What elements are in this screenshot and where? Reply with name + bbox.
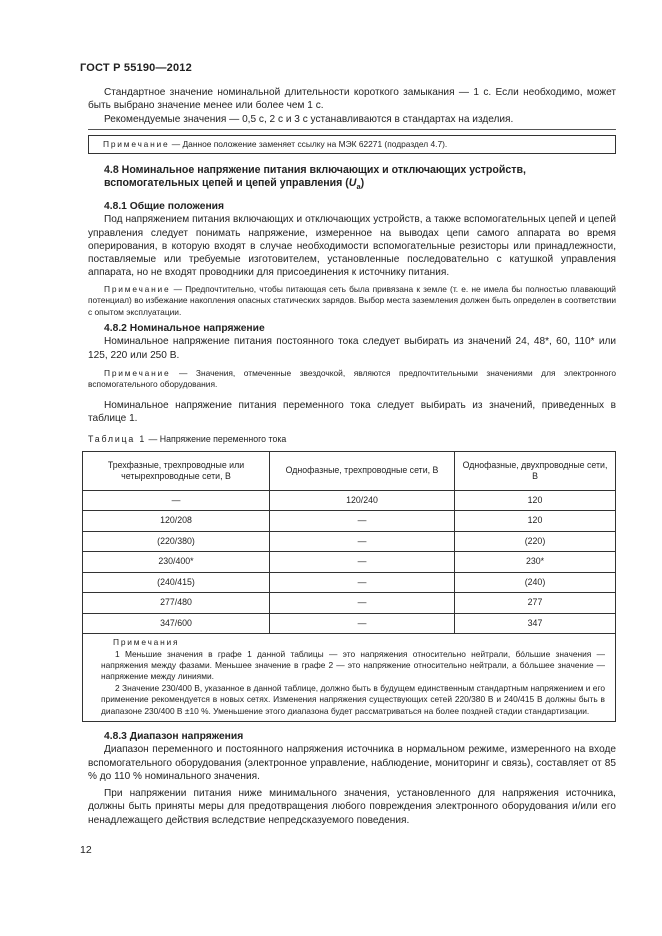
section-4-8-title-end: ) <box>360 177 365 190</box>
table-header-row <box>83 451 616 490</box>
section-4-8-1-note <box>88 284 616 318</box>
section-4-8-3-paragraph-2: При напряжении питания ниже минимального значения, установленного для напряжения источника, должны быть приняты меры для предотвращения любого повреждения электронного оборудования и/или его ненадлежащего действия вследствие непредсказуемого поведения. <box>88 788 616 826</box>
table-row <box>83 511 616 532</box>
note-text: — Предпочтительно, чтобы питающая сеть была привязана к земле (т. е. не имела бы полностью плавающий потенциал) во избежание накопления опасных статических зарядов. Выбор места заземления должен быть определен в соответствии с опытом эксплуатации. <box>88 283 616 317</box>
table-cell: (240/415) <box>83 572 270 593</box>
table-cell: 120 <box>455 511 616 532</box>
table-cell: 120 <box>455 490 616 511</box>
section-4-8-2-paragraph-1: Номинальное напряжение питания постоянного тока следует выбирать из значений 24, 48*, 60, 110* или 125, 220 или 250 В. <box>88 336 616 361</box>
table-cell: — <box>270 593 455 614</box>
section-4-8-title: 4.8 Номинальное напряжение питания включающих и отключающих устройств, вспомогательных цепей и цепей управления ( <box>104 163 526 190</box>
note-text: — Данное положение заменяет ссылку на МЭК 62271 (подраздел 4.7). <box>169 138 448 149</box>
table-cell: — <box>270 613 455 634</box>
table-notes <box>82 634 616 722</box>
table-header-cell: Трехфазные, трехпроводные или четырехпроводные сети, В <box>83 451 270 490</box>
table-cell: — <box>270 572 455 593</box>
table-cell: — <box>83 490 270 511</box>
table-cell: 120/240 <box>270 490 455 511</box>
section-4-8-3-heading: 4.8.3 Диапазон напряжения <box>104 730 244 742</box>
note-label: Примечание <box>103 138 170 149</box>
table-cell: (240) <box>455 572 616 593</box>
horizontal-rule <box>88 129 616 130</box>
table-cell: 347/600 <box>83 613 270 634</box>
table-cell: — <box>270 552 455 573</box>
table-cell: 277 <box>455 593 616 614</box>
section-4-8-2-paragraph-2: Номинальное напряжение питания переменного тока следует выбирать из значений, приведенных в таблице 1. <box>88 399 616 424</box>
page-number: 12 <box>80 844 92 856</box>
table-notes-title: Примечания <box>113 637 180 648</box>
section-4-8-2-note <box>88 368 616 391</box>
section-4-8-3-paragraph-1: Диапазон переменного и постоянного напряжения источника в нормальном режиме, измеренного на входе вспомогательного оборудования (электронное управление, наблюдение, мониторинг и связь), составляет от 85 % до 110 % номинального значения. <box>88 744 616 782</box>
voltage-symbol: U <box>348 177 357 190</box>
intro-note-box <box>88 135 616 154</box>
table-caption-text: — Напряжение переменного тока <box>146 434 287 445</box>
table-note-2: 2 Значение 230/400 В, указанное в данной таблице, должно быть в будущем единственным стандартным напряжением и его применение рекомендуется в новых сетях. Изменения напряжения существующих сетей 220/380 В и 240/415 В должны быть в диапазоне 230/400 В ±10 %. Уменьшение этого диапазона будет рассматриваться на более поздней стадии стандартизации. <box>101 682 605 716</box>
table-cell: 120/208 <box>83 511 270 532</box>
table-row <box>83 613 616 634</box>
note-label: Примечание <box>104 283 171 294</box>
voltage-table <box>82 451 616 635</box>
page-content <box>88 86 616 827</box>
table-cell: (220/380) <box>83 531 270 552</box>
section-4-8-1-heading: 4.8.1 Общие положения <box>104 201 224 212</box>
table-cell: 347 <box>455 613 616 634</box>
table-cell: 277/480 <box>83 593 270 614</box>
section-4-8-heading <box>88 164 616 194</box>
intro-paragraph-2: Рекомендуемые значения — 0,5 с, 2 с и 3 с устанавливаются в стандартах на изделия. <box>104 113 514 125</box>
note-label: Примечание <box>104 367 171 378</box>
table-header-cell: Однофазные, двухпроводные сети, В <box>455 451 616 490</box>
table-row <box>83 531 616 552</box>
table-1-caption <box>88 433 616 446</box>
table-row <box>83 552 616 573</box>
table-note-1: 1 Меньшие значения в графе 1 данной таблицы — это напряжения относительно нейтрали, бóльшие значения — напряжения между фазами. Меньшее значение в графе 2 — это напряжение относительно нейтрали, а бóльшее значение — напряжение между линиями. <box>101 648 605 682</box>
table-cell: 230/400* <box>83 552 270 573</box>
standard-header: ГОСТ Р 55190—2012 <box>80 62 192 74</box>
table-header-cell: Однофазные, трехпроводные сети, В <box>270 451 455 490</box>
voltage-subscript: a <box>356 182 361 192</box>
section-4-8-1-paragraph: Под напряжением питания включающих и отключающих устройств, а также вспомогательных цепей и цепей управления следует понимать напряжение, измеренное на выводах цепи самого аппарата во время оперирования, в которую входят в случае необходимости вспомогательные резисторы или принадлежности, поставляемые или требуемые изготовителем, установленные последовательно с катушкой управления аппарата, но не входят проводники для присоединения к источнику питания. <box>88 214 616 279</box>
table-cell: 230* <box>455 552 616 573</box>
table-row <box>83 593 616 614</box>
table-cell: (220) <box>455 531 616 552</box>
table-row <box>83 572 616 593</box>
intro-paragraph-1: Стандартное значение номинальной длительности короткого замыкания — 1 с. Если необходимо, может быть выбрано значение менее или более чем 1 с. <box>88 87 616 112</box>
table-cell: — <box>270 531 455 552</box>
table-caption-label: Таблица 1 <box>88 434 147 445</box>
note-text: — Значения, отмеченные звездочкой, являются предпочтительными значениями для электронного вспомогательного оборудования. <box>88 367 616 390</box>
table-row <box>83 490 616 511</box>
table-cell: — <box>270 511 455 532</box>
section-4-8-2-heading: 4.8.2 Номинальное напряжение <box>104 323 265 334</box>
